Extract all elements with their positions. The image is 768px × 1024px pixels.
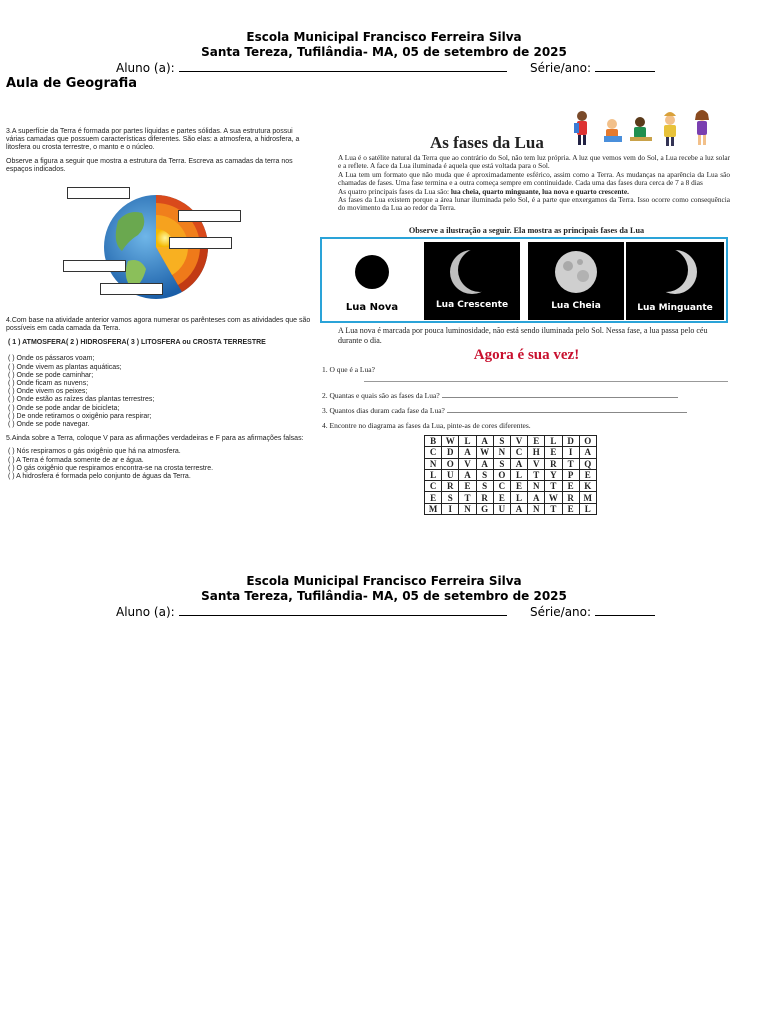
moon-intro bbox=[322, 154, 730, 213]
phase-label-3: Lua Cheia bbox=[551, 301, 601, 311]
grid-cell[interactable]: O bbox=[493, 469, 510, 480]
list-item[interactable]: ( ) O gás oxigênio que respiramos encontra-se na crosta terrestre. bbox=[8, 464, 214, 472]
grid-cell[interactable]: Q bbox=[579, 458, 596, 469]
serie-blank-2[interactable] bbox=[595, 604, 655, 616]
grid-cell[interactable]: L bbox=[579, 503, 596, 514]
place-date-2: Santa Tereza, Tufilândia- MA, 05 de setembro de 2025 bbox=[201, 589, 567, 603]
grid-cell[interactable]: E bbox=[562, 503, 579, 514]
p3-start: As quatro principais fases da Lua são: bbox=[338, 186, 451, 196]
q4-text: 4.Com base na atividade anterior vamos agora numerar os parênteses com as atividades que são possíveis em cada camada da Terra. bbox=[6, 317, 311, 333]
serie-field-2 bbox=[530, 604, 655, 620]
question-4: 4. Encontre no diagrama as fases da Lua, pinte-as de cores diferentes. bbox=[322, 421, 531, 430]
grid-cell[interactable]: D bbox=[442, 447, 459, 458]
aluno-blank[interactable] bbox=[179, 60, 507, 72]
new-moon-icon bbox=[324, 242, 420, 302]
waxing-moon-icon bbox=[424, 242, 520, 302]
grid-cell[interactable]: N bbox=[425, 458, 442, 469]
grid-cell[interactable]: N bbox=[528, 481, 545, 492]
aluno-blank-2[interactable] bbox=[179, 604, 507, 616]
serie-blank[interactable] bbox=[595, 60, 655, 72]
grid-cell[interactable]: A bbox=[510, 503, 527, 514]
grid-cell[interactable]: S bbox=[493, 458, 510, 469]
list-item[interactable]: ( ) Onde os pássaros voam; bbox=[8, 355, 95, 363]
grid-cell[interactable]: A bbox=[528, 492, 545, 503]
earth-worksheet bbox=[6, 128, 312, 481]
grid-cell[interactable]: R bbox=[545, 458, 562, 469]
moon-paragraph-4: As fases da Lua existem porque a área lunar iluminada pelo Sol, é a parte que enxergamos da Terra. Isso ocorre como consequência do movimento da Lua ao redor da Terra. bbox=[338, 195, 730, 213]
question-2 bbox=[322, 390, 678, 400]
label-box-5[interactable] bbox=[100, 283, 163, 295]
phase-label-4: Lua Minguante bbox=[637, 303, 713, 313]
student-line bbox=[0, 60, 768, 76]
aluno-label-2: Aluno (a): bbox=[116, 605, 175, 619]
grid-cell[interactable]: E bbox=[562, 481, 579, 492]
grid-cell[interactable]: L bbox=[510, 492, 527, 503]
grid-cell[interactable]: E bbox=[510, 481, 527, 492]
moon-paragraph-2: A Lua tem um formato que não muda que é aproximadamente esférico, assim como a Terra. As mudanças na aparência da Lua são chamadas de fases. Uma fase termina e a outra começa sempre em continuidade. Cada uma das fases dura cerca de 7 a 8 dias bbox=[338, 169, 730, 188]
waning-moon-icon bbox=[626, 242, 724, 302]
p3-bold: lua cheia, quarto minguante, lua nova e quarto crescente. bbox=[450, 186, 629, 196]
grid-row bbox=[425, 492, 597, 503]
kids-illustration bbox=[568, 106, 728, 148]
list-item[interactable]: ( ) De onde retiramos o oxigênio para respirar; bbox=[8, 412, 152, 420]
grid-row bbox=[425, 469, 597, 480]
grid-cell[interactable]: R bbox=[442, 481, 459, 492]
word-search-grid bbox=[424, 435, 597, 515]
serie-label: Série/ano: bbox=[530, 61, 592, 75]
student-line-2 bbox=[0, 604, 768, 620]
grid-cell[interactable]: O bbox=[442, 458, 459, 469]
grid-cell[interactable]: K bbox=[579, 481, 596, 492]
label-box-3[interactable] bbox=[169, 237, 232, 249]
grid-cell[interactable]: T bbox=[562, 458, 579, 469]
question-3 bbox=[322, 405, 687, 415]
grid-cell[interactable]: E bbox=[579, 469, 596, 480]
grid-cell[interactable]: C bbox=[493, 481, 510, 492]
list-item[interactable]: ( ) Onde vivem as plantas aquáticas; bbox=[8, 363, 122, 371]
grid-cell[interactable]: M bbox=[579, 492, 596, 503]
grid-cell[interactable]: E bbox=[493, 492, 510, 503]
full-moon-icon bbox=[528, 242, 624, 302]
q5-text: 5.Ainda sobre a Terra, coloque V para as afirmações verdadeiras e F para as afirmações falsas: bbox=[6, 435, 304, 443]
grid-cell[interactable]: I bbox=[442, 503, 459, 514]
grid-cell[interactable]: R bbox=[562, 492, 579, 503]
grid-cell[interactable]: S bbox=[493, 436, 510, 447]
label-box-2[interactable] bbox=[178, 210, 241, 222]
grid-cell[interactable]: T bbox=[528, 469, 545, 480]
grid-cell[interactable]: R bbox=[476, 492, 493, 503]
q4-items bbox=[6, 355, 312, 429]
grid-cell[interactable]: W bbox=[476, 447, 493, 458]
grid-cell[interactable]: S bbox=[442, 492, 459, 503]
grid-cell[interactable]: S bbox=[476, 481, 493, 492]
grid-cell[interactable]: N bbox=[528, 503, 545, 514]
grid-cell[interactable]: G bbox=[476, 503, 493, 514]
grid-cell[interactable]: T bbox=[459, 492, 476, 503]
aluno-label: Aluno (a): bbox=[116, 61, 175, 75]
answer-line-1[interactable] bbox=[364, 381, 728, 382]
moon-title: As fases da Lua bbox=[430, 133, 544, 152]
grid-cell[interactable]: D bbox=[562, 436, 579, 447]
activity-heading: Agora é sua vez! bbox=[473, 347, 580, 363]
moon-worksheet bbox=[320, 103, 733, 531]
grid-cell[interactable]: A bbox=[459, 447, 476, 458]
question-1: 1. O que é a Lua? bbox=[322, 365, 375, 374]
phase-lua-minguante bbox=[626, 242, 724, 320]
list-item[interactable]: ( ) Onde vivem os peixes; bbox=[8, 388, 88, 396]
list-item[interactable]: ( ) Nós respiramos o gás oxigênio que há na atmosfera. bbox=[8, 448, 181, 456]
phase-lua-nova bbox=[324, 242, 420, 320]
grid-cell[interactable]: L bbox=[425, 469, 442, 480]
list-item[interactable]: ( ) Onde se pode andar de bicicleta; bbox=[8, 404, 120, 412]
list-item[interactable]: ( ) A hidrosfera é formada pelo conjunto de águas da Terra. bbox=[8, 473, 191, 481]
grid-cell[interactable]: N bbox=[459, 503, 476, 514]
grid-cell[interactable]: U bbox=[442, 469, 459, 480]
grid-row bbox=[425, 481, 597, 492]
grid-cell[interactable]: A bbox=[459, 469, 476, 480]
serie-field bbox=[530, 60, 655, 76]
grid-cell[interactable]: C bbox=[425, 481, 442, 492]
grid-cell[interactable]: V bbox=[459, 458, 476, 469]
phase-label-1: Lua Nova bbox=[345, 302, 399, 313]
grid-cell[interactable]: Y bbox=[545, 469, 562, 480]
grid-cell[interactable]: V bbox=[528, 458, 545, 469]
list-item[interactable]: ( ) Onde se pode navegar. bbox=[8, 421, 90, 429]
list-item[interactable]: ( ) Onde ficam as nuvens; bbox=[8, 380, 89, 388]
phase-label-2: Lua Crescente bbox=[435, 300, 509, 310]
label-box-1[interactable] bbox=[67, 187, 130, 199]
grid-cell[interactable]: E bbox=[425, 492, 442, 503]
new-moon-note bbox=[322, 326, 730, 346]
grid-cell[interactable]: U bbox=[493, 503, 510, 514]
grid-row bbox=[425, 458, 597, 469]
observe-instruction: Observe a ilustração a seguir. Ela mostra as principais fases da Lua bbox=[408, 226, 645, 235]
layer-options: ( 1 ) ATMOSFERA( 2 ) HIDROSFERA( 3 ) LITOSFERA ou CROSTA TERRESTRE bbox=[8, 339, 266, 347]
grid-cell[interactable]: C bbox=[425, 447, 442, 458]
label-box-4[interactable] bbox=[63, 260, 126, 272]
grid-cell[interactable]: M bbox=[425, 503, 442, 514]
phase-lua-crescente bbox=[424, 242, 520, 320]
grid-cell[interactable]: V bbox=[510, 436, 527, 447]
grid-cell[interactable]: S bbox=[476, 469, 493, 480]
grid-cell[interactable]: W bbox=[545, 492, 562, 503]
grid-cell[interactable]: P bbox=[562, 469, 579, 480]
page-title: Aula de Geografia bbox=[6, 76, 138, 91]
grid-cell[interactable]: N bbox=[493, 447, 510, 458]
question-3-text: 3. Quantos dias duram cada fase da Lua? bbox=[322, 406, 445, 415]
grid-row bbox=[425, 436, 597, 447]
grid-cell[interactable]: E bbox=[459, 481, 476, 492]
aluno-field-2 bbox=[116, 604, 507, 620]
aluno-field bbox=[116, 60, 507, 76]
grid-row bbox=[425, 447, 597, 458]
school-name-2: Escola Municipal Francisco Ferreira Silva bbox=[246, 574, 522, 588]
earth-figure bbox=[6, 179, 312, 307]
moon-paragraph-1: A Lua é o satélite natural da Terra que ao contrário do Sol, não tem luz própria. A luz que vemos vem do Sol, a Lua recebe a luz solar e a reflete. A face da Lua iluminada é aquela que está voltada para o Sol. bbox=[338, 153, 730, 171]
list-item[interactable]: ( ) Onde estão as raízes das plantas terrestres; bbox=[8, 396, 155, 404]
list-item[interactable]: ( ) Onde se pode caminhar; bbox=[8, 371, 94, 379]
answer-line-3[interactable] bbox=[447, 405, 687, 413]
grid-cell[interactable]: C bbox=[510, 447, 527, 458]
grid-cell[interactable]: A bbox=[579, 447, 596, 458]
grid-cell[interactable]: W bbox=[442, 436, 459, 447]
answer-line-2[interactable] bbox=[442, 390, 678, 398]
moon-phases-panel bbox=[320, 237, 728, 323]
bottom-header bbox=[0, 574, 768, 620]
new-moon-note-text: A Lua nova é marcada por pouca luminosidade, não está sendo iluminada pelo Sol. Nessa fase, a lua passa pelo céu durante o dia. bbox=[338, 326, 708, 345]
grid-cell[interactable]: O bbox=[579, 436, 596, 447]
q5-items bbox=[6, 448, 312, 481]
top-header bbox=[0, 30, 768, 76]
grid-row bbox=[425, 503, 597, 514]
place-date: Santa Tereza, Tufilândia- MA, 05 de setembro de 2025 bbox=[201, 45, 567, 59]
q3b-text: Observe a figura a seguir que mostra a estrutura da Terra. Escreva as camadas da terra nos espaços indicados. bbox=[6, 157, 293, 173]
q3-text: 3.A superfície da Terra é formada por partes líquidas e partes sólidas. A sua estrutura possui várias camadas que possuem características diferentes. São elas: a atmosfera, a hidrosfera, a litosfera ou crosta terrestre, o manto e o núcleo. bbox=[6, 128, 300, 152]
grid-cell[interactable]: T bbox=[545, 503, 562, 514]
grid-cell[interactable]: A bbox=[476, 458, 493, 469]
grid-cell[interactable]: B bbox=[425, 436, 442, 447]
grid-cell[interactable]: H bbox=[528, 447, 545, 458]
school-name: Escola Municipal Francisco Ferreira Silva bbox=[246, 30, 522, 44]
grid-cell[interactable]: A bbox=[510, 458, 527, 469]
grid-cell[interactable]: T bbox=[545, 481, 562, 492]
grid-cell[interactable]: L bbox=[545, 436, 562, 447]
question-2-text: 2. Quantas e quais são as fases da Lua? bbox=[322, 391, 440, 400]
grid-cell[interactable]: A bbox=[476, 436, 493, 447]
grid-cell[interactable]: L bbox=[459, 436, 476, 447]
list-item[interactable]: ( ) A Terra é formada somente de ar e água. bbox=[8, 456, 144, 464]
serie-label-2: Série/ano: bbox=[530, 605, 592, 619]
grid-cell[interactable]: E bbox=[545, 447, 562, 458]
grid-cell[interactable]: E bbox=[528, 436, 545, 447]
grid-cell[interactable]: I bbox=[562, 447, 579, 458]
phase-lua-cheia bbox=[528, 242, 624, 320]
grid-cell[interactable]: L bbox=[510, 469, 527, 480]
